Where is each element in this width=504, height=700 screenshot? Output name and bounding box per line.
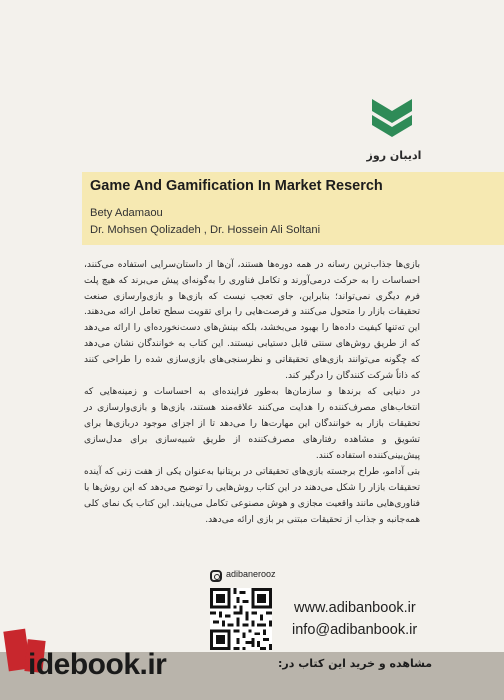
social-handle-label: adibanerooz [226,569,276,579]
social-handle[interactable] [210,568,296,586]
instagram-icon [210,570,222,582]
website-link[interactable]: www.adibanbook.ir [294,600,416,616]
email-link[interactable]: info@adibanbook.ir [292,622,418,638]
author-1: Bety Adamaou [90,207,163,219]
author-2: Dr. Mohsen Qolizadeh , Dr. Hossein Ali Soltani [90,224,321,236]
purchase-label: مشاهده و خرید این کتاب در: [278,657,433,670]
description-paragraph-2: در دنیایی که برندها و سازمان‌ها به‌طور فزاینده‌ای به احساسات و زمینه‌هایی که انتخاب‌های مصرف‌کننده را هدایت می‌کنند علاقه‌مند هستند، بازی‌ها و بازی‌وارسازی در تحقیقات بازار به خوانندگان این مهارت‌ها را می‌دهد تا از اجزای موجود دربازی‌ها برای تشویق و مشاهده رفتارهای مصرف‌کننده از طریق شبیه‌سازی برای مدل‌سازی پیش‌بینی‌کننده استفاده کنند. [84,387,420,461]
publisher-name: ادیبان روز [366,149,422,162]
book-description [84,258,420,530]
publisher-logo [366,95,418,137]
description-paragraph-3: بتی آدامو، طراح برجسته بازی‌های تحقیقاتی در بریتانیا به‌عنوان یکی از هفت زنی که آینده تحقیقات بازار را شکل می‌دهند در این کتاب روش‌هایی را توضیح می‌دهد که این روش‌ها با فناوری‌هایی مانند واقعیت مجازی و هوش مصنوعی تکامل می‌یابند. این کتاب یک نمای کلی همه‌جانبه و جذاب از تحقیقات مبتنی بر بازی ارائه می‌دهد. [84,467,420,525]
description-paragraph-1: بازی‌ها جذاب‌ترین رسانه در همه دوره‌ها هستند، آن‌ها از داستان‌سرایی استفاده می‌کنند، احساسات را به حرکت درمی‌آورند و تکامل فناوری را به‌گونه‌ای پیش می‌برند که هیچ پلت فرم دیگری نمی‌تواند؛ بنابراین، جای تعجب نیست که بازی‌ها و بازی‌وارسازی صنعت تحقیقات بازار را متحول می‌کنند و فرصت‌هایی را برای تقویت سطح تعامل ارائه می‌دهند. این ته‌تنها کیفیت داده‌ها را بهبود می‌بخشد، بلکه بینش‌های دست‌نخورده‌ای را ارائه می‌دهد که از طریق روش‌های سنتی قابل دستیابی نیستند. این کتاب به خوانندگان نشان می‌دهد که چگونه می‌توانند بازی‌های تحقیقاتی و نظرسنجی‌های بازی‌سازی شده را طراحی کنند که ذاتاً شرکت کنندگان را درگیر کند. [84,260,420,381]
qr-code [210,588,272,650]
book-title: Game And Gamification In Market Reserch [90,178,383,194]
store-name[interactable]: idebook.ir [28,648,167,681]
